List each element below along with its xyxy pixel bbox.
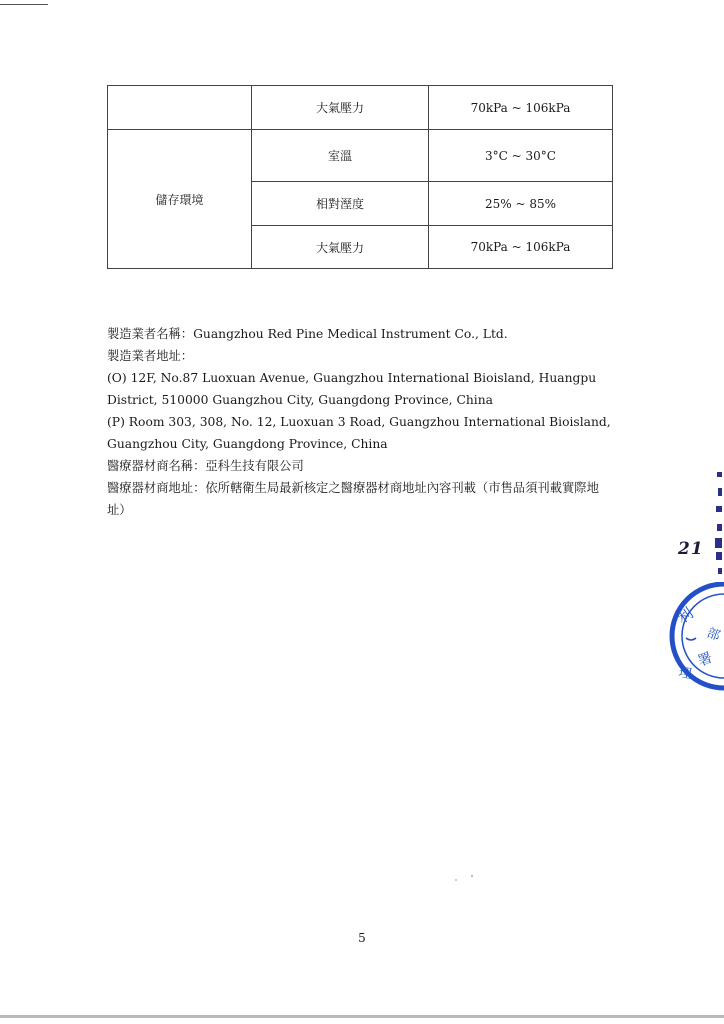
seal-char: 理 bbox=[677, 665, 693, 683]
table-cell-empty bbox=[108, 86, 252, 130]
distributor-address: 醫療器材商地址：依所轄衛生局最新核定之醫療器材商地址內容刊載（市售品須刊載實際地址） bbox=[107, 481, 599, 517]
storage-environment-label: 儲存環境 bbox=[108, 130, 252, 269]
scan-artifact-line bbox=[0, 4, 48, 5]
table-cell-param: 室溫 bbox=[252, 130, 429, 182]
manufacturer-name: 製造業者名稱：Guangzhou Red Pine Medical Instrument Co., Ltd. bbox=[107, 327, 508, 341]
manufacturer-info bbox=[107, 323, 617, 521]
manufacturer-address-plant: (P) Room 303, 308, No. 12, Luoxuan 3 Road, Guangzhou International Bioisland, Guangzhou City, Guangdong Province, China bbox=[107, 415, 611, 451]
table-cell-value: 70kPa ~ 106kPa bbox=[429, 226, 613, 269]
table-row bbox=[108, 130, 613, 182]
edge-stamp-marks bbox=[706, 468, 724, 593]
official-seal bbox=[664, 582, 724, 692]
seal-char: 署 bbox=[695, 649, 715, 670]
manufacturer-address-label: 製造業者地址： bbox=[107, 349, 194, 363]
table-cell-param: 大氣壓力 bbox=[252, 226, 429, 269]
table-cell-value: 3°C ~ 30°C bbox=[429, 130, 613, 182]
table-cell-value: 25% ~ 85% bbox=[429, 182, 613, 226]
seal-char: 利 bbox=[673, 603, 697, 628]
manufacturer-address-office: (O) 12F, No.87 Luoxuan Avenue, Guangzhou International Bioisland, Huangpu District, 510000 Guangzhou City, Guangdong Province, China bbox=[107, 371, 597, 407]
table-row bbox=[108, 86, 613, 130]
table-cell-value: 70kPa ~ 106kPa bbox=[429, 86, 613, 130]
table-cell-param: 相對溼度 bbox=[252, 182, 429, 226]
page-number: 5 bbox=[358, 931, 366, 945]
table-cell-param: 大氣壓力 bbox=[252, 86, 429, 130]
scan-artifact-bottom bbox=[0, 1015, 724, 1018]
distributor-name: 醫療器材商名稱：亞科生技有限公司 bbox=[107, 459, 304, 473]
spec-table bbox=[107, 85, 613, 269]
stamp-number: 21 bbox=[678, 539, 704, 559]
scan-specks bbox=[452, 872, 482, 884]
seal-char: 部 bbox=[704, 625, 722, 645]
